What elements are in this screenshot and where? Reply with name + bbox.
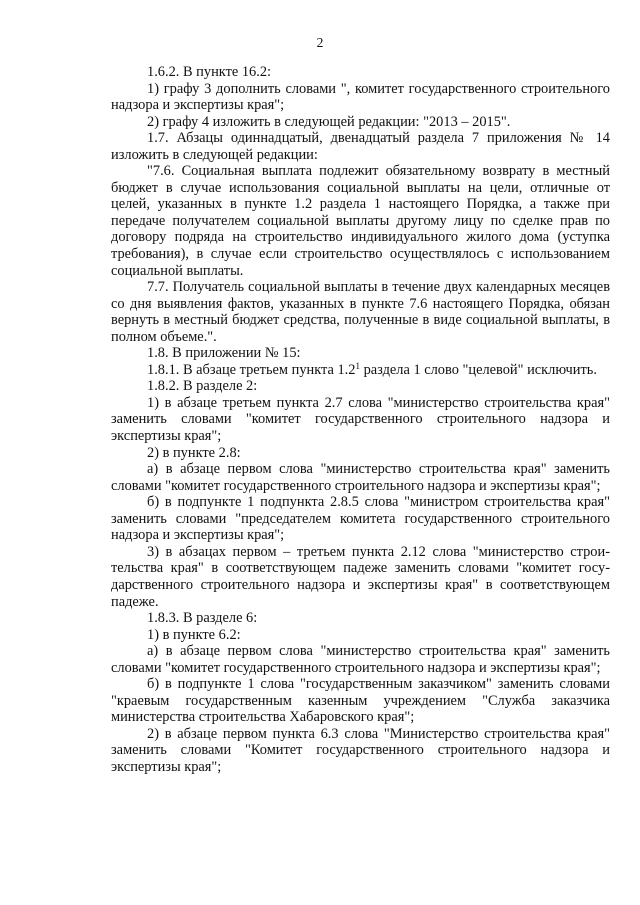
page-number: 2 [316,35,324,50]
paragraph-6-3: 2) в абзаце первом пункта 6.3 слова "Министерство строительства края" заменить словами "Комитет государственного строительного надзора и экспертизы края"; [111,725,610,775]
paragraph-7-7: 7.7. Получатель социальной выплаты в течение двух календарных месяцев со дня выявления фактов, указанных в пункте 7.6 настоящего Порядка, обязан вернуть в местный бюджет средства, полученные в виде социальной выплаты, в полном объеме.". [111,279,610,345]
paragraph-1-8: 1.8. В приложении № 15: [147,345,301,362]
superscript-footnote: 1 [355,360,360,371]
paragraph-7-6: "7.6. Социальная выплата подлежит обязательному возврату в местный бюджет в случае использования социальной выплаты на цели, отличные от целей, указанных в пункте 1.2 раздела 1 настоящего Порядка, а также при передаче получателем социальной выплаты другому лицу по сделке прав по договору подряда на строительство индивидуального жилого дома (уступка требования), в случае если строительство осуществлялось с использованием социальной выплаты. [111,163,610,279]
paragraph-1-8-1-before: 1.8.1. В абзаце третьем пункта 1.2 [147,361,356,378]
paragraph-graph-3: 1) графу 3 дополнить словами ", комитет государственного строительного надзора и экспертизы края"; [111,80,610,114]
paragraph-2-8-b: б) в подпункте 1 подпункта 2.8.5 слова "министром строительства края" заменить словами "председателем комитета государственного строительного надзора и экспертизы края"; [111,494,610,544]
paragraph-graph-4: 2) графу 4 изложить в следующей редакции: "2013 – 2015". [147,113,511,130]
paragraph-6-2: 1) в пункте 6.2: [147,626,241,643]
paragraph-1-8-3: 1.8.3. В разделе 6: [147,610,258,627]
paragraph-2-7: 1) в абзаце третьем пункта 2.7 слова "министерство строительства края" заменить словами "комитет государственного строительного надзора и экспертизы края"; [111,394,610,445]
paragraph-1-8-1 [111,362,610,379]
paragraph-1-8-2: 1.8.2. В разделе 2: [147,378,258,395]
paragraph-6-2-b: б) в подпункте 1 слова "государственным заказчиком" заменить словами "краевым государственным казенным учреждением "Служба заказчика министерства строительства Хабаровского края"; [111,676,610,726]
paragraph-2-8-a: а) в абзаце первом слова "министерство строительства края" заменить словами "комитет государственного строительного надзора и экспертизы края"; [111,461,610,494]
paragraph-6-2-a: а) в абзаце первом слова "министерство строительства края" заменить словами "комитет государственного строительного надзора и экспертизы края"; [111,643,610,676]
paragraph-1-8-1-after: раздела 1 слово "целевой" исключить. [359,361,597,378]
paragraph-2-12: 3) в абзацах первом – третьем пункта 2.12 слова "министерство строительства края" в соответствующем падеже заменить словами "комитет государственного строительного надзора и экспертизы края" в соответствующем падеже. [111,543,610,610]
paragraph-1-6-2: 1.6.2. В пункте 16.2: [147,64,272,80]
paragraph-2-8: 2) в пункте 2.8: [147,444,241,461]
paragraph-1-7: 1.7. Абзацы одиннадцатый, двенадцатый раздела 7 приложения № 14 изложить в следующей редакции: [111,130,610,163]
document-body [111,64,610,776]
